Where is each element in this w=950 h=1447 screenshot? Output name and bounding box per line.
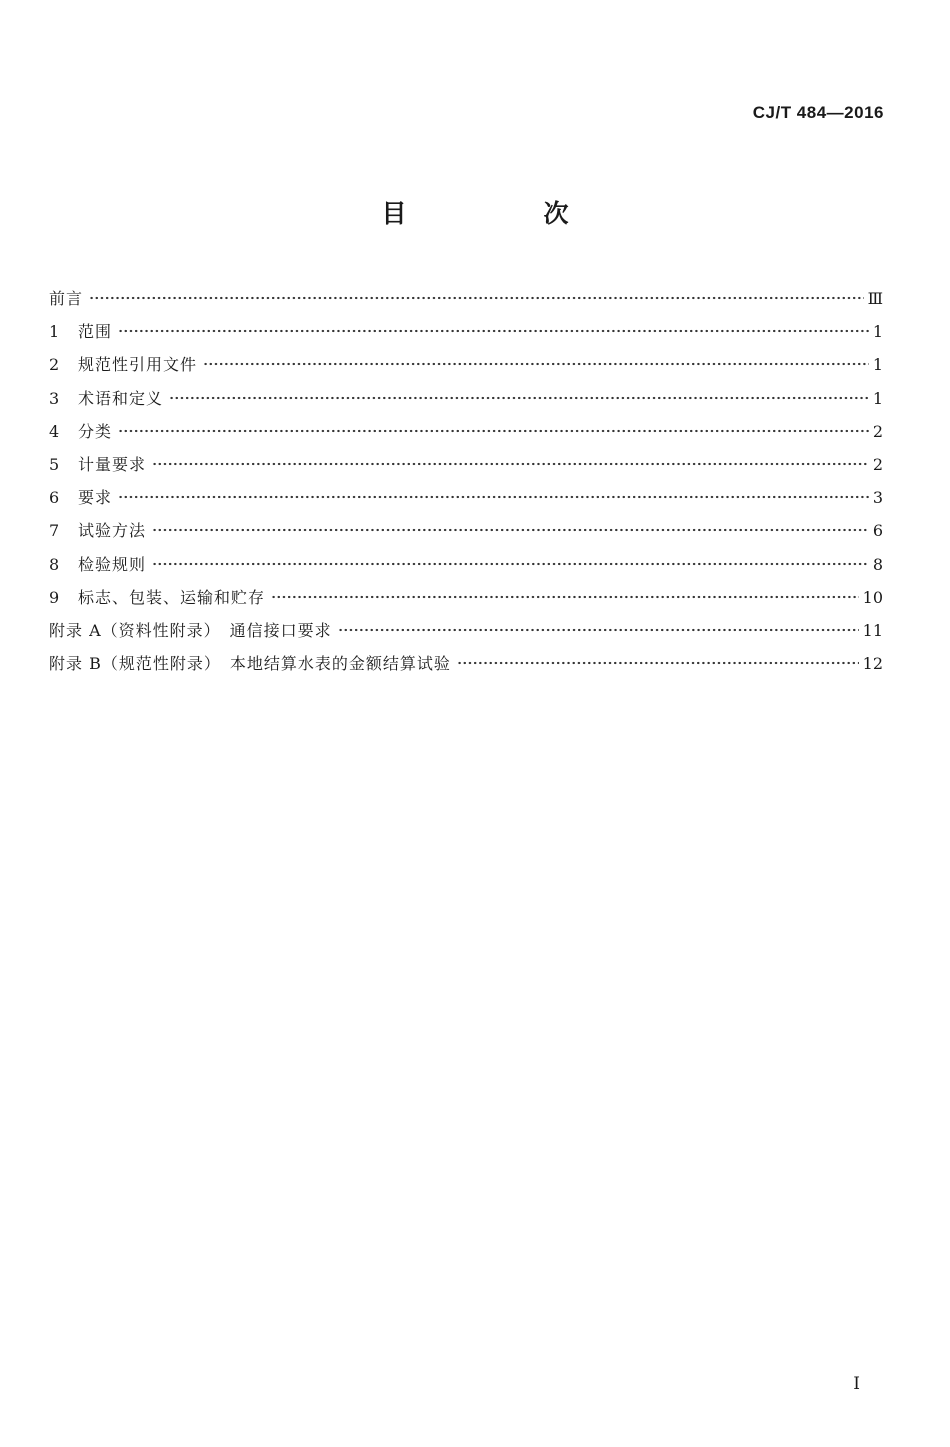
toc-entry-label: 试验方法 <box>78 521 147 541</box>
toc-leader-dots <box>203 362 869 366</box>
toc-entry-number: 9 <box>49 587 60 607</box>
toc-leader-dots <box>338 628 859 632</box>
toc-entry-page: 3 <box>872 488 883 508</box>
page-title: 目 次 <box>381 199 625 228</box>
toc-entry-page: Ⅲ <box>867 289 883 308</box>
toc-entry-page: 1 <box>872 322 883 342</box>
toc-entry-label: 检验规则 <box>78 554 147 574</box>
toc-leader-dots <box>152 528 869 532</box>
toc-entry-page: 1 <box>872 388 883 408</box>
toc-leader-dots <box>152 462 869 466</box>
toc-entry-label: 术语和定义 <box>78 388 164 408</box>
toc-entry-number: 5 <box>49 454 60 474</box>
toc-entry-page: 2 <box>872 421 883 441</box>
toc-entry-page: 2 <box>872 454 883 474</box>
toc-entry-page: 11 <box>862 620 883 640</box>
table-of-contents <box>49 282 883 680</box>
toc-entry-number: 2 <box>49 355 60 375</box>
toc-entry-label: 要求 <box>78 488 113 508</box>
toc-entry-foreword[interactable] <box>49 282 883 315</box>
toc-entry-page: 1 <box>872 355 883 375</box>
toc-entry-label: 规范性引用文件 <box>78 355 198 375</box>
toc-entry-7[interactable] <box>49 514 883 547</box>
toc-entry-appendix-a[interactable] <box>49 614 883 647</box>
toc-entry-2[interactable] <box>49 348 883 381</box>
toc-entry-page: 6 <box>872 521 883 541</box>
standard-code: CJ/T 484—2016 <box>752 103 884 122</box>
toc-leader-dots <box>169 396 869 400</box>
toc-entry-number: 1 <box>49 322 60 342</box>
toc-leader-dots <box>118 495 869 499</box>
toc-leader-dots <box>118 429 869 433</box>
toc-entry-5[interactable] <box>49 448 883 481</box>
toc-entry-label: 分类 <box>78 421 113 441</box>
toc-entry-4[interactable] <box>49 415 883 448</box>
toc-entry-3[interactable] <box>49 382 883 415</box>
toc-entry-number: 8 <box>49 554 60 574</box>
toc-entry-label: 附录 A（资料性附录） 通信接口要求 <box>49 620 332 640</box>
page-number: I <box>853 1374 860 1394</box>
toc-entry-number: 4 <box>49 421 60 441</box>
toc-entry-number: 7 <box>49 521 60 541</box>
toc-entry-6[interactable] <box>49 481 883 514</box>
toc-entry-page: 10 <box>862 587 883 607</box>
toc-leader-dots <box>152 562 869 566</box>
toc-entry-number: 3 <box>49 388 60 408</box>
toc-entry-label: 范围 <box>78 322 113 342</box>
toc-leader-dots <box>271 595 859 599</box>
toc-entry-page: 8 <box>872 554 883 574</box>
toc-entry-appendix-b[interactable] <box>49 647 883 680</box>
toc-entry-label: 标志、包装、运输和贮存 <box>78 587 266 607</box>
toc-entry-label: 前言 <box>49 289 84 308</box>
toc-entry-number: 6 <box>49 488 60 508</box>
toc-entry-1[interactable] <box>49 315 883 348</box>
toc-entry-page: 12 <box>862 654 883 674</box>
toc-leader-dots <box>89 296 864 300</box>
toc-leader-dots <box>457 661 859 665</box>
toc-entry-label: 附录 B（规范性附录） 本地结算水表的金额结算试验 <box>49 654 451 674</box>
toc-entry-9[interactable] <box>49 581 883 614</box>
toc-entry-label: 计量要求 <box>78 454 147 474</box>
toc-entry-8[interactable] <box>49 548 883 581</box>
toc-leader-dots <box>118 329 869 333</box>
